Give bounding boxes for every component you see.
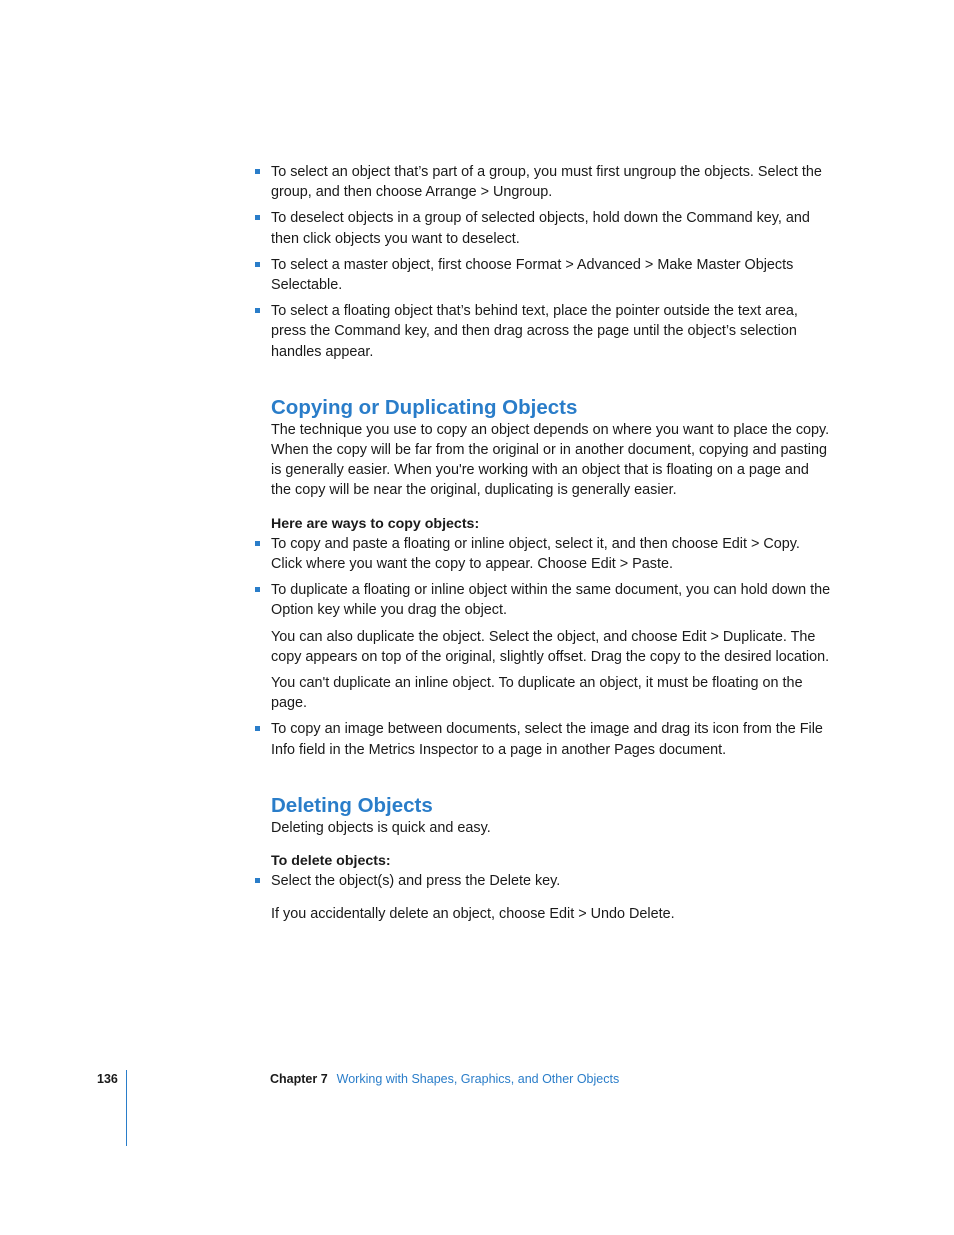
section-intro: Deleting objects is quick and easy. [271,819,491,836]
bullet-item [271,580,831,620]
chapter-label: Chapter 7 [270,1072,328,1086]
bullet-square-icon [255,215,260,220]
bullet-square-icon [255,308,260,313]
chapter-title: Working with Shapes, Graphics, and Other Objects [336,1072,620,1086]
bullet-text: To select a floating object that’s behind text, place the pointer outside the text area, press the Command key, and then drag across the page until the object’s selection handles appear. [271,303,798,360]
body-paragraph: If you accidentally delete an object, choose Edit > Undo Delete. [271,906,675,923]
bullet-text: To copy an image between documents, select the image and drag its icon from the File Info field in the Metrics Inspector to a page in another Pages document. [271,721,823,758]
bullet-square-icon [255,169,260,174]
footer-chapter [270,1072,619,1086]
bullet-text: To select a master object, first choose Format > Advanced > Make Master Objects Selectable. [271,256,794,294]
bullet-text: To select an object that’s part of a group, you must first ungroup the objects. Select the group, and then choose Arrange > Ungroup. [271,164,822,201]
body-paragraph: You can't duplicate an inline object. To duplicate an object, it must be floating on the page. [271,675,803,712]
bullet-text: Select the object(s) and press the Delete key. [271,873,561,890]
bullet-item [271,301,831,362]
bullet-text: To deselect objects in a group of selected objects, hold down the Command key, and then click objects you want to deselect. [271,210,810,247]
bullet-item [271,534,831,574]
bullet-square-icon [255,262,260,267]
bullet-square-icon [255,587,260,592]
bullet-square-icon [255,878,260,883]
bullet-square-icon [255,726,260,731]
bullet-item [271,162,831,202]
bullet-item [271,719,831,759]
page-number: 136 [97,1072,118,1086]
page-content [271,162,831,925]
body-paragraph: You can also duplicate the object. Select the object, and choose Edit > Duplicate. The copy appears on top of the original, slightly offset. Drag the copy to the desired location. [271,628,830,665]
bullet-item [271,208,831,248]
bullet-item [271,871,831,891]
procedure-lead: To delete objects: [271,853,391,870]
section-heading-copying: Copying or Duplicating Objects [271,395,578,419]
procedure-lead: Here are ways to copy objects: [271,515,480,532]
section-intro: The technique you use to copy an object depends on where you want to place the copy. When the copy will be far from the original or in another document, copying and pasting is generally easier. When you're working with an object that is floating on a page and the copy will be near the original, duplicating is generally easier. [271,421,830,499]
bullet-text: To copy and paste a floating or inline object, select it, and then choose Edit > Copy. Click where you want the copy to appear. Choose Edit > Paste. [271,535,800,573]
bullet-item [271,255,831,295]
section-heading-deleting: Deleting Objects [271,793,433,817]
footer-divider [126,1070,127,1146]
bullet-square-icon [255,541,260,546]
bullet-text: To duplicate a floating or inline object within the same document, you can hold down the Option key while you drag the object. [271,582,831,619]
